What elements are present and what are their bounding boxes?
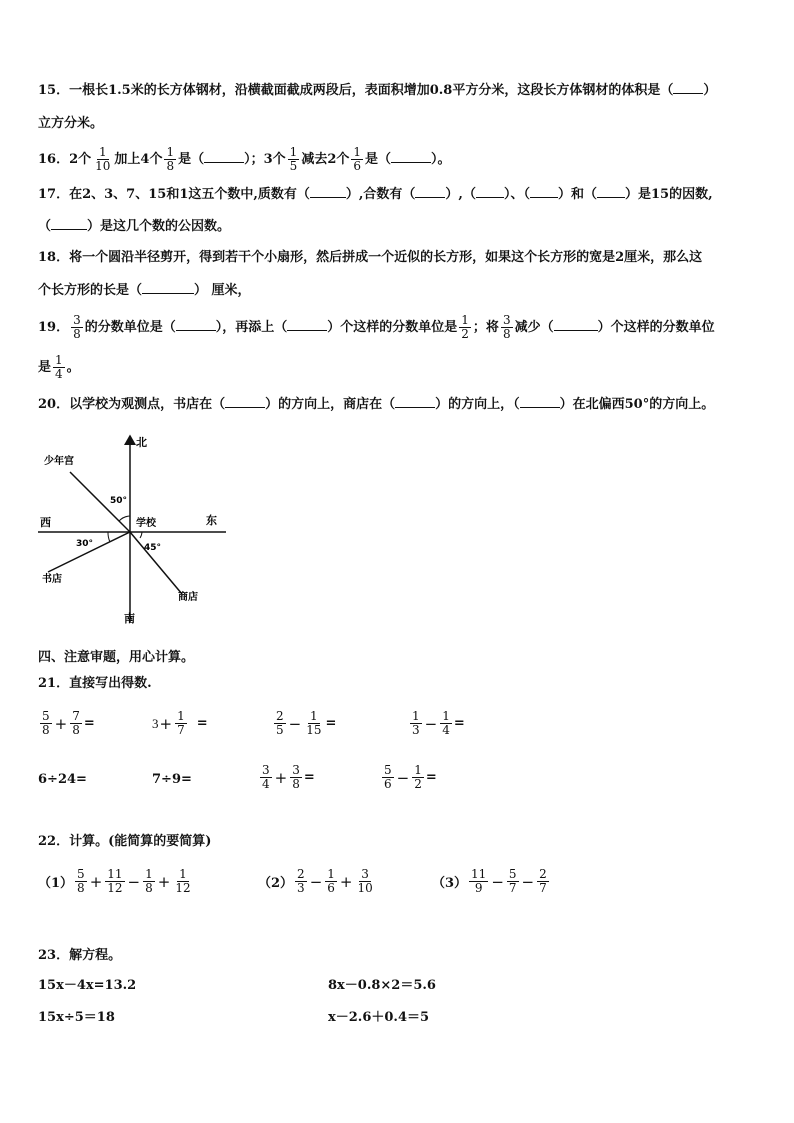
q17-text: ）,合数有（ [345,187,416,202]
expression: 7÷9= [152,772,192,787]
label-angle-30: 30° [76,539,94,549]
fraction: $\frac{7}{8}$ [72,709,80,737]
answer-blank[interactable] [51,216,87,230]
operator: + [339,872,353,891]
q21-item-8 [380,764,437,791]
fraction: $\frac{1}{6}$ [353,145,361,173]
equals: = [453,716,465,731]
equals: = [83,716,95,731]
q19-text: 。 [66,360,80,375]
fraction: $\frac{3}{10}$ [357,867,373,895]
q18-text: ） 厘米， [194,283,251,298]
answer-blank[interactable] [176,317,216,331]
q20-text: 20．以学校为观测点，书店在（ [38,397,226,412]
question-15-line-2 [38,114,103,134]
fraction: $\frac{1}{8}$ [166,145,175,173]
answer-blank[interactable] [554,317,598,331]
equation-1 [38,976,136,996]
fraction: $\frac{1}{2}$ [461,313,469,341]
label-angle-45: 45° [144,543,162,553]
q16-text: 减去2个 [301,152,350,167]
q23-title: 23．解方程。 [38,948,122,963]
fraction: $\frac{1}{6}$ [327,867,335,895]
equals: = [303,770,315,785]
question-22-title [38,832,211,852]
q21-item-7 [258,764,315,791]
equation-text: 15x÷5＝18 [38,1010,115,1025]
equals: = [425,770,437,785]
operator: − [521,872,535,891]
question-18-line-1 [38,248,702,268]
equation-text: x－2.6＋0.4＝5 [328,1010,430,1025]
fraction: $\frac{1}{5}$ [289,145,298,173]
label-east: 东 [206,514,217,527]
fraction: $\frac{2}{7}$ [539,867,547,895]
fraction: $\frac{3}{8}$ [502,313,511,341]
q20-text: ）的方向上，商店在（ [265,397,396,412]
q19-text: 的分数单位是（ [84,320,176,335]
question-19-line-1 [38,314,715,341]
q22-title: 22．计算。(能简算的要简算) [38,834,212,849]
fraction: $\frac{2}{5}$ [276,709,284,737]
item-label: （2） [258,876,294,891]
question-17-line-1 [38,184,713,205]
q19-text: ）个这样的分数单位 [597,320,715,335]
answer-blank[interactable] [225,394,265,408]
q21-item-5 [38,772,87,787]
answer-blank[interactable] [391,149,431,163]
item-label: （3） [432,876,468,891]
answer-blank[interactable] [520,394,560,408]
fraction: $\frac{1}{10}$ [95,145,111,173]
fraction: $\frac{11}{9}$ [471,867,487,895]
fraction: $\frac{1}{15}$ [306,709,322,737]
q16-text: 是（ [365,152,392,167]
q21-item-3 [272,710,336,737]
label-south: 南 [124,612,135,625]
fraction: $\frac{5}{8}$ [42,709,50,737]
operator: − [127,872,141,891]
answer-blank[interactable] [142,280,194,294]
label-palace: 少年宫 [44,456,74,467]
angle-arc-palace [119,516,130,521]
question-19-line-2 [38,354,80,381]
q20-text: ）的方向上，（ [435,397,520,412]
q17-text: ）和（ [557,187,597,202]
operator: + [89,872,103,891]
answer-blank[interactable] [204,149,244,163]
operator: + [159,714,173,733]
angle-arc-bookstore [108,532,110,542]
label-shop: 商店 [178,592,198,603]
fraction: $\frac{1}{4}$ [55,353,63,381]
label-west: 西 [40,516,51,529]
operator: − [309,872,323,891]
equation-2 [328,976,436,996]
fraction: $\frac{3}{8}$ [73,313,81,341]
section-title: 四、注意审题，用心计算。 [38,650,195,665]
q19-text: 是 [38,360,52,375]
answer-blank[interactable] [476,184,504,198]
fraction: $\frac{1}{12}$ [175,867,191,895]
operator: + [157,872,171,891]
operator: − [396,768,410,787]
answer-blank[interactable] [530,184,558,198]
question-20 [38,394,714,415]
equation-text: 8x－0.8×2＝5.6 [328,978,436,993]
q15-close: ） [703,83,717,98]
fraction: $\frac{5}{7}$ [508,867,517,895]
expression: 6÷24= [38,772,87,787]
answer-blank[interactable] [395,394,435,408]
question-23-title [38,946,121,966]
label-school: 学校 [136,518,156,529]
label-north: 北 [136,436,147,449]
q22-expression-3 [432,868,551,895]
question-18-line-2 [38,280,251,301]
operator: − [288,714,302,733]
q22-expression-2 [258,868,377,895]
operator: − [424,714,438,733]
q21-item-1 [38,710,95,737]
bookstore-direction-line [48,532,130,572]
q16-text: 是（ [178,152,205,167]
fraction: $\frac{2}{3}$ [297,867,305,895]
q17-text: ）是15的因数, [624,187,713,202]
answer-blank[interactable] [287,317,327,331]
answer-blank[interactable] [673,80,703,94]
equation-3 [38,1008,115,1028]
direction-diagram [30,428,230,628]
q16-text: ）。 [431,152,451,167]
question-21-title [38,674,152,694]
question-16 [38,146,451,173]
item-label: （1） [38,876,74,891]
q15-text: 15．一根长1.5米的长方体钢材，沿横截面截成两段后，表面积增加0.8平方分米，这段长方体钢材的体积是（ [38,83,674,98]
fraction: $\frac{1}{2}$ [414,763,422,791]
q19-text: 19． [38,320,70,335]
answer-blank[interactable] [597,184,625,198]
operator: + [274,768,288,787]
q22-expression-1 [38,868,195,895]
q21-item-4 [408,710,465,737]
q21-item-6 [152,772,192,787]
label-bookstore: 书店 [42,574,62,585]
fraction: $\frac{3}{4}$ [262,763,270,791]
fraction: $\frac{5}{6}$ [384,763,392,791]
fraction: $\frac{11}{12}$ [107,867,123,895]
section-4-title [38,648,194,668]
q19-text: ），再添上（ [215,320,288,335]
fraction: $\frac{3}{8}$ [292,763,300,791]
q20-text: ）在北偏西50°的方向上。 [559,397,715,412]
fraction: $\frac{1}{8}$ [145,867,153,895]
operator: + [54,714,68,733]
question-15-line-1 [38,80,716,101]
q16-text: 16．2个 [38,152,92,167]
q21-title: 21．直接写出得数. [38,676,152,691]
q21-item-2 [152,710,208,737]
fraction: $\frac{1}{4}$ [442,709,450,737]
q19-text: ）个这样的分数单位是 [327,320,458,335]
label-angle-50: 50° [110,496,128,506]
q17-text: （ [38,219,52,234]
q17-text: 17．在2、3、7、15和1这五个数中,质数有（ [38,187,310,202]
q18-text: 个长方形的长是（ [38,283,143,298]
q16-text: ）；3个 [244,152,286,167]
q18-text: 18．将一个圆沿半径剪开，得到若干个小扇形，然后拼成一个近似的长方形，如果这个长方形的宽是2厘米，那么这 [38,250,703,265]
fraction: $\frac{5}{8}$ [77,867,85,895]
q19-text: 减少（ [514,320,554,335]
q19-text: ；将 [472,320,499,335]
q16-text: 加上4个 [114,152,163,167]
answer-blank[interactable] [415,184,445,198]
fraction: $\frac{1}{7}$ [177,709,185,737]
equation-text: 15x－4x=13.2 [38,978,137,993]
equals: = [196,716,208,731]
q17-text: ）是这几个数的公因数。 [87,219,231,234]
angle-arc-shop [140,532,142,538]
question-17-line-2 [38,216,230,237]
shop-direction-line [130,532,182,594]
fraction: $\frac{1}{3}$ [412,709,420,737]
answer-blank[interactable] [310,184,346,198]
whole-number: 3 [152,715,159,731]
q17-text: ）、（ [503,187,530,202]
q17-text: ）,（ [445,187,476,202]
q15-unit: 立方分米。 [38,116,104,131]
operator: − [491,872,504,891]
equation-4 [328,1008,429,1028]
equals: = [325,716,337,731]
